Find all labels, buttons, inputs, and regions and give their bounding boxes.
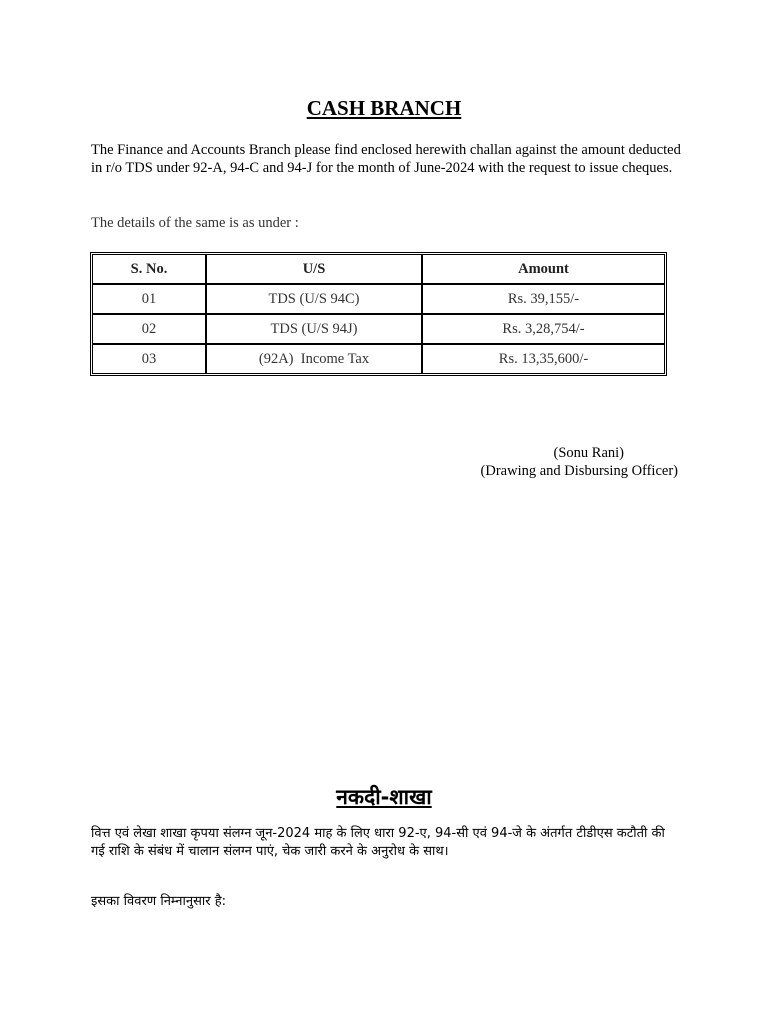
- table-header-row: [93, 255, 664, 285]
- hindi-intro-paragraph: वित्त एवं लेखा शाखा कृपया संलग्न जून-2024 माह के लिए धारा 92-ए, 94-सी एवं 94-जे के अंतर्गत टीडीएस कटौती की गई राशि के संबंध में चालान संलग्न पाएं, चेक जारी करने के अनुरोध के साथ।: [91, 826, 665, 859]
- cell-amount: Rs. 3,28,754/-: [423, 315, 664, 345]
- signatory-block: [440, 445, 678, 480]
- cell-sno: 03: [93, 345, 207, 373]
- header-amount: Amount: [423, 255, 664, 285]
- intro-paragraph: The Finance and Accounts Branch please find enclosed herewith challan against the amount deducted in r/o TDS under 92-A, 94-C and 94-J for the month of June-2024 with the request to issue cheques.: [91, 142, 681, 176]
- hindi-details-line: इसका विवरण निम्नानुसार है:: [91, 894, 226, 909]
- cell-us: (92A) Income Tax: [207, 345, 423, 373]
- cell-amount: Rs. 39,155/-: [423, 285, 664, 315]
- table-row: [93, 285, 664, 315]
- tds-table: [90, 252, 667, 376]
- cell-sno: 01: [93, 285, 207, 315]
- table-row: [93, 345, 664, 373]
- details-line: The details of the same is as under :: [91, 215, 299, 231]
- cell-sno: 02: [93, 315, 207, 345]
- signatory-name: (Sonu Rani): [553, 445, 624, 461]
- header-sno: S. No.: [93, 255, 207, 285]
- table-row: [93, 315, 664, 345]
- hindi-page-title: नकदी-शाखा: [336, 785, 432, 809]
- page-title: CASH BRANCH: [306, 96, 462, 120]
- cell-us: TDS (U/S 94J): [207, 315, 423, 345]
- cell-amount: Rs. 13,35,600/-: [498, 350, 589, 367]
- cell-us: TDS (U/S 94C): [207, 285, 423, 315]
- header-us: U/S: [207, 255, 423, 285]
- signatory-designation: (Drawing and Disbursing Officer): [480, 462, 678, 479]
